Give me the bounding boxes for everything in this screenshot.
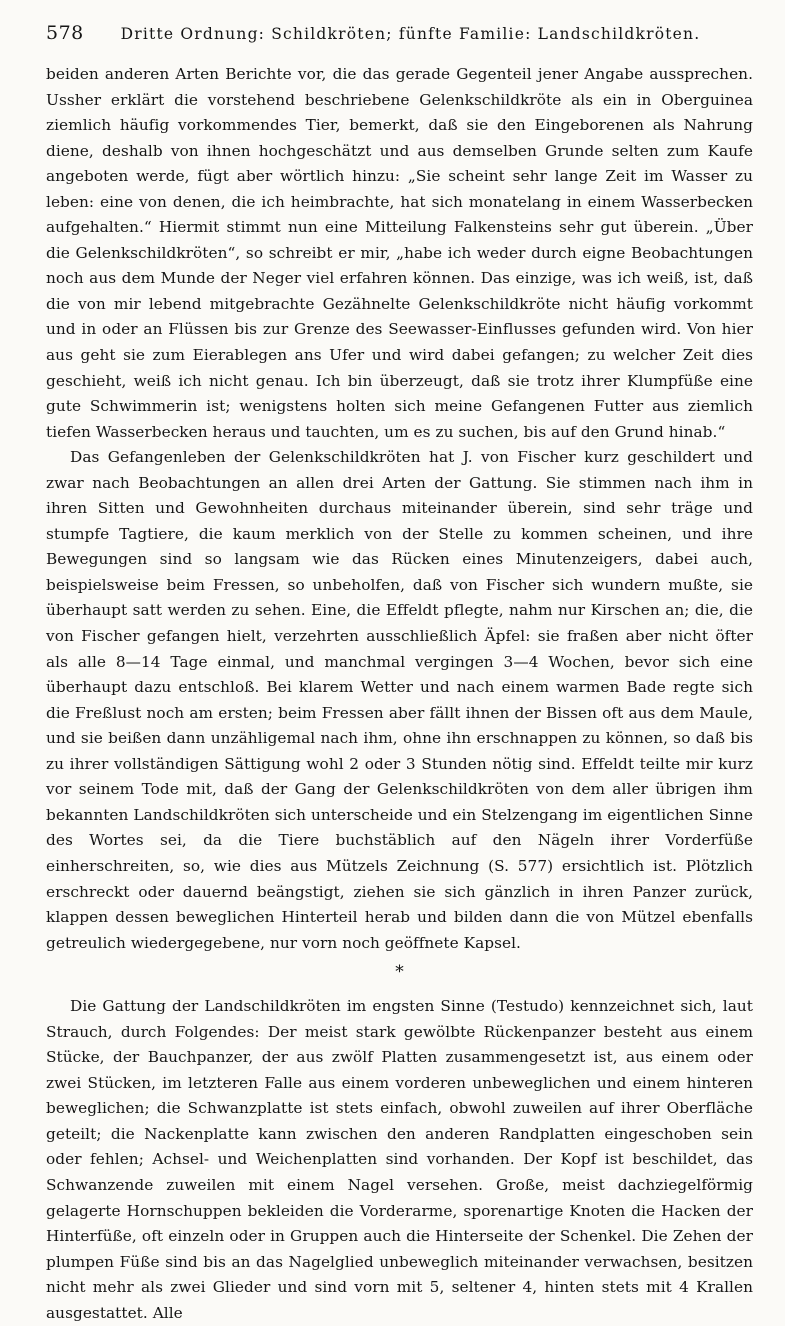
page-number: 578 [46, 22, 84, 44]
body-text [46, 62, 753, 1326]
paragraph-continuation: beiden anderen Arten Berichte vor, die das gerade Gegenteil jener Angabe aussprechen. Ussher erklärt die vorstehend beschriebene Gelenkschildkröte als ein in Oberguinea ziemlich häufig vorkommendes Tier, bemerkt, daß sie den Eingeborenen als Nahrung diene, deshalb von ihnen hochgeschätzt und aus demselben Grunde selten zum Kaufe angeboten werde, fügt aber wörtlich hinzu: „Sie scheint sehr lange Zeit im Wasser zu leben: eine von denen, die ich heimbrachte, hat sich monatelang in einem Wasserbecken aufgehalten.“ Hiermit stimmt nun eine Mitteilung Falkensteins sehr gut überein. „Über die Gelenkschildkröten“, so schreibt er mir, „habe ich weder durch eigne Beobachtungen noch aus dem Munde der Neger viel erfahren können. Das einzige, was ich weiß, ist, daß die von mir lebend mitgebrachte Gezähnelte Gelenkschildkröte nicht häufig vorkommt und in oder an Flüssen bis zur Grenze des Seewasser-Einflusses gefunden wird. Von hier aus geht sie zum Eierablegen ans Ufer und wird dabei gefangen; zu welcher Zeit dies geschieht, weiß ich nicht genau. Ich bin überzeugt, daß sie trotz ihrer Klumpfüße eine gute Schwimmerin ist; wenigstens holten sich meine Gefangenen Futter aus ziemlich tiefen Wasserbecken heraus und tauchten, um es zu suchen, bis auf den Grund hinab.“ [46, 65, 753, 441]
running-title: Dritte Ordnung: Schildkröten; fünfte Familie: Landschildkröten. [120, 25, 701, 43]
paragraph-captivity: Das Gefangenleben der Gelenkschildkröten hat J. von Fischer kurz geschildert und zwar nach Beobachtungen an allen drei Arten der Gattung. Sie stimmen nach ihm in ihren Sitten und Gewohnheiten durchaus miteinander überein, sind sehr träge und stumpfe Tagtiere, die kaum merklich von der Stelle zu kommen scheinen, und ihre Bewegungen sind so langsam wie das Rücken eines Minutenzeigers, dabei auch, beispielsweise beim Fressen, so unbeholfen, daß von Fischer sich wundern mußte, sie überhaupt satt werden zu sehen. Eine, die Effeldt pflegte, nahm nur Kirschen an; die, die von Fischer gefangen hielt, verzehrten ausschließlich Äpfel: sie fraßen aber nicht öfter als alle 8—14 Tage einmal, und manchmal vergingen 3—4 Wochen, bevor sich eine überhaupt dazu entschloß. Bei klarem Wetter und nach einem warmen Bade regte sich die Freßlust noch am ersten; beim Fressen aber fällt ihnen der Bissen oft aus dem Maule, und sie beißen dann unzähligemal nach ihm, ohne ihn erschnappen zu können, so daß bis zu ihrer vollständigen Sättigung wohl 2 oder 3 Stunden nötig sind. Effeldt teilte mir kurz vor seinem Tode mit, daß der Gang der Gelenkschildkröten von dem aller übrigen ihm bekannten Landschildkröten sich unterscheide und ein Stelzengang im eigentlichen Sinne des Wortes sei, da die Tiere buchstäblich auf den Nägeln ihrer Vorderfüße einherschreiten, so, wie dies aus Mützels Zeichnung (S. 577) ersichtlich ist. Plötzlich erschreckt oder dauernd beängstigt, ziehen sie sich gänzlich in ihren Panzer zurück, klappen dessen beweglichen Hinterteil herab und bilden dann die von Mützel ebenfalls getreulich wiedergegebene, nur vorn noch geöffnete Kapsel. [46, 448, 753, 952]
running-head [46, 22, 753, 62]
paragraph-genus-testudo: Die Gattung der Landschildkröten im engsten Sinne (Testudo) kennzeichnet sich, laut Strauch, durch Folgendes: Der meist stark gewölbte Rückenpanzer besteht aus einem Stücke, der Bauchpanzer, der aus zwölf Platten zusammengesetzt ist, aus einem oder zwei Stücken, im letzteren Falle aus einem vorderen unbeweglichen und einem hinteren beweglichen; die Schwanzplatte ist stets einfach, obwohl zuweilen auf ihrer Oberfläche geteilt; die Nackenplatte kann zwischen den anderen Randplatten eingeschoben sein oder fehlen; Achsel- und Weichenplatten sind vorhanden. Der Kopf ist beschildet, das Schwanzende zuweilen mit einem Nagel versehen. Große, meist dachziegelförmig gelagerte Hornschuppen bekleiden die Vorderarme, sporenartige Knoten die Hacken der Hinterfüße, oft einzeln oder in Gruppen auch die Hinterseite der Schenkel. Die Zehen der plumpen Füße sind bis an das Nagelglied unbeweglich miteinander verwachsen, besitzen nicht mehr als zwei Glieder und sind vorn mit 5, seltener 4, hinten stets mit 4 Krallen ausgestattet. Alle [46, 997, 753, 1322]
section-separator: * [395, 962, 404, 983]
